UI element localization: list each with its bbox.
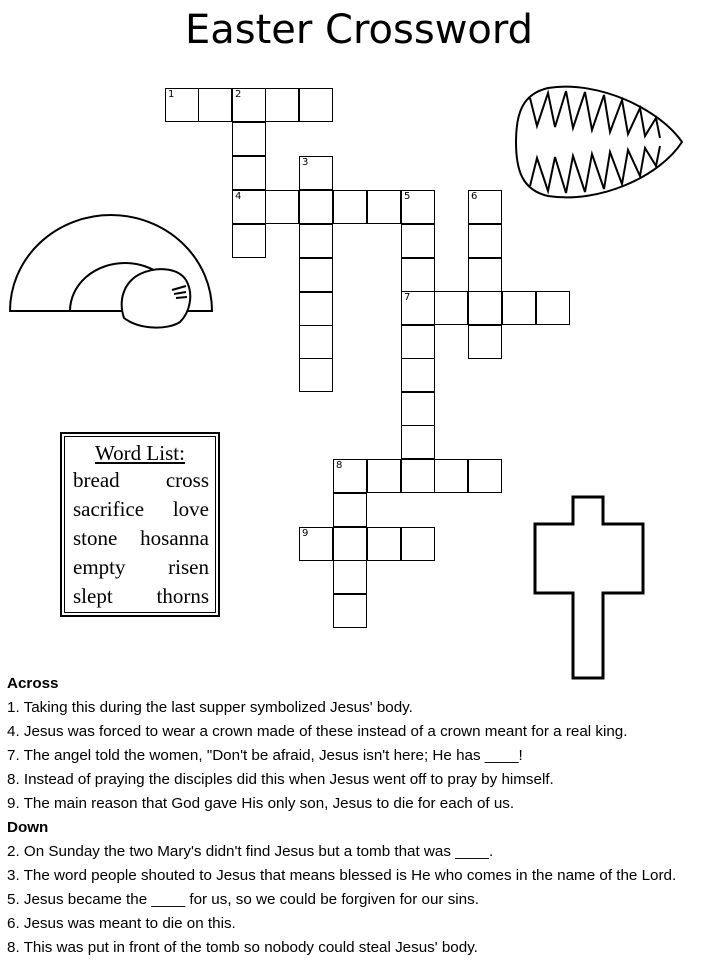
grid-cell[interactable]: [333, 190, 367, 224]
clue-number: 6: [471, 191, 478, 202]
grid-cell[interactable]: [401, 425, 435, 459]
across-heading: Across: [7, 675, 59, 692]
grid-cell[interactable]: [165, 88, 199, 122]
word-list-box: [60, 432, 220, 617]
grid-cell[interactable]: [333, 459, 367, 493]
grid-cell[interactable]: [232, 88, 266, 122]
grid-cell[interactable]: [299, 258, 333, 292]
word-list-word: cross: [165, 468, 209, 492]
clue-number: 9: [302, 528, 309, 539]
grid-cell[interactable]: [401, 325, 435, 359]
grid-cell[interactable]: [468, 291, 502, 325]
grid-cell[interactable]: [232, 224, 266, 258]
grid-cell[interactable]: [468, 224, 502, 258]
across-clue: 7. The angel told the women, "Don't be afraid, Jesus isn't here; He has ____!: [7, 747, 523, 764]
word-list-word: love: [172, 497, 209, 521]
grid-cell[interactable]: [401, 358, 435, 392]
grid-cell[interactable]: [299, 292, 333, 326]
grid-cell[interactable]: [333, 594, 367, 628]
word-list-row: [65, 524, 215, 553]
grid-cell[interactable]: [367, 459, 401, 493]
across-clue: 4. Jesus was forced to wear a crown made of these instead of a crown meant for a real king.: [7, 723, 628, 740]
grid-cell[interactable]: [299, 325, 333, 359]
word-list-row: [65, 582, 215, 611]
word-list-word: thorns: [156, 584, 209, 608]
word-list-word: slept: [73, 584, 113, 608]
grid-cell[interactable]: [265, 88, 299, 122]
down-clue: 5. Jesus became the ____ for us, so we could be forgiven for our sins.: [7, 891, 479, 908]
clue-number: 4: [235, 191, 242, 202]
grid-cell[interactable]: [198, 88, 232, 122]
grid-cell[interactable]: [299, 527, 333, 561]
grid-cell[interactable]: [401, 459, 435, 493]
clue-number: 7: [404, 292, 411, 303]
grid-cell[interactable]: [333, 560, 367, 594]
word-list-row: [65, 495, 215, 524]
down-clue: 3. The word people shouted to Jesus that means blessed is He who comes in the name of the Lord.: [7, 867, 677, 884]
grid-cell[interactable]: [232, 190, 266, 224]
grid-cell[interactable]: [299, 190, 333, 224]
grid-cell[interactable]: [434, 459, 468, 493]
across-clue: 9. The main reason that God gave His only son, Jesus to die for each of us.: [7, 795, 515, 812]
grid-cell[interactable]: [536, 291, 570, 325]
grid-cell[interactable]: [333, 527, 367, 561]
grid-cell[interactable]: [401, 224, 435, 258]
grid-cell[interactable]: [299, 156, 333, 190]
grid-cell[interactable]: [468, 258, 502, 292]
grid-cell[interactable]: [333, 493, 367, 527]
down-clue: 2. On Sunday the two Mary's didn't find Jesus but a tomb that was ____.: [7, 843, 494, 860]
word-list-word: risen: [168, 555, 209, 579]
grid-cell[interactable]: [468, 459, 502, 493]
grid-cell[interactable]: [232, 122, 266, 156]
grid-cell[interactable]: [299, 358, 333, 392]
grid-cell[interactable]: [401, 258, 435, 292]
grid-cell[interactable]: [434, 291, 468, 325]
clue-number: 1: [168, 89, 175, 100]
grid-cell[interactable]: [401, 291, 435, 325]
word-list-word: bread: [73, 468, 120, 492]
clue-number: 2: [235, 89, 242, 100]
grid-cell[interactable]: [401, 527, 435, 561]
grid-cell[interactable]: [299, 88, 333, 122]
word-list-heading: Word List:: [95, 441, 185, 465]
clue-number: 3: [302, 157, 309, 168]
grid-cell[interactable]: [468, 325, 502, 359]
grid-cell[interactable]: [401, 392, 435, 426]
grid-cell[interactable]: [468, 190, 502, 224]
down-clue: 8. This was put in front of the tomb so nobody could steal Jesus' body.: [7, 939, 478, 956]
down-heading: Down: [7, 819, 49, 836]
clue-number: 8: [336, 460, 343, 471]
grid-cell[interactable]: [232, 156, 266, 190]
word-list-word: hosanna: [140, 526, 209, 550]
grid-cell[interactable]: [367, 190, 401, 224]
grid-cell[interactable]: [299, 224, 333, 258]
word-list-word: stone: [73, 526, 118, 550]
down-clue: 6. Jesus was meant to die on this.: [7, 915, 236, 932]
clues-section: [7, 672, 718, 960]
clue-number: 5: [404, 191, 411, 202]
grid-cell[interactable]: [367, 527, 401, 561]
grid-cell[interactable]: [502, 291, 536, 325]
across-clue: 8. Instead of praying the disciples did this when Jesus went off to pray by himself.: [7, 771, 554, 788]
grid-cell[interactable]: [401, 190, 435, 224]
word-list-row: [65, 466, 215, 495]
grid-cell[interactable]: [265, 190, 299, 224]
word-list-word: empty: [73, 555, 126, 579]
page-title: Easter Crossword: [184, 7, 534, 53]
word-list-word: sacrifice: [73, 497, 145, 521]
across-clue: 1. Taking this during the last supper symbolized Jesus' body.: [7, 699, 413, 716]
word-list-row: [65, 553, 215, 582]
